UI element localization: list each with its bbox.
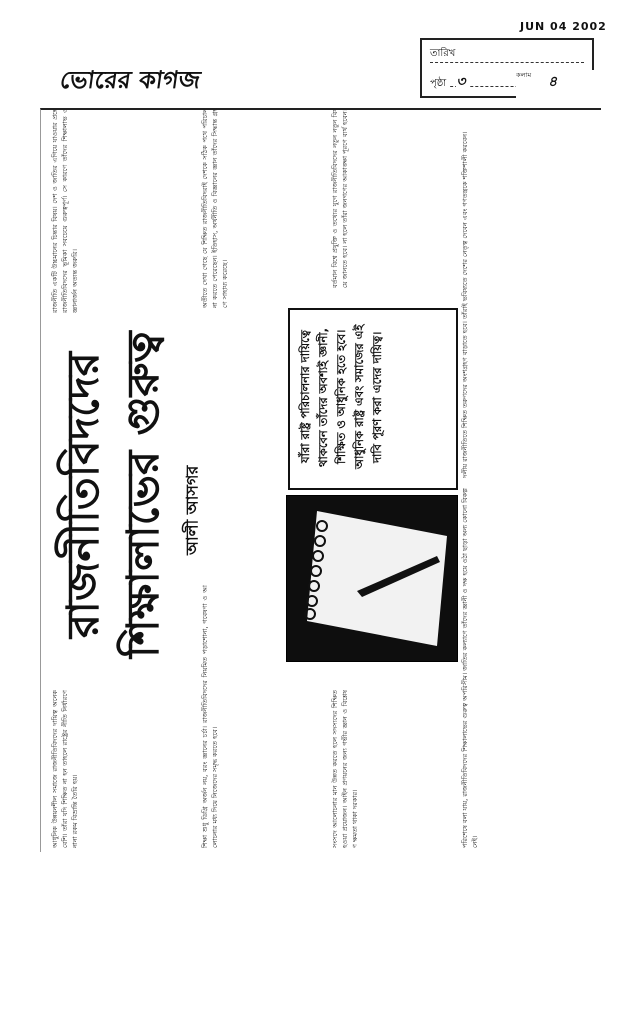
- reference-column-label: কলাম: [516, 70, 634, 810]
- clipping-reference-box: [420, 38, 594, 98]
- notebook-pen-photo: [286, 495, 458, 662]
- reference-page-row: [430, 70, 584, 90]
- pull-quote-text: যাঁরা রাষ্ট্র পরিচালনার দায়িত্বে থাকবেন তাঁদের অবশ্যই জ্ঞানী, শিক্ষিত ও আধুনিক হতে হবে। আধুনিক রাষ্ট্র এবং সমাজের এই দাবি পূরণ করা এদের দায়িত্ব।: [298, 324, 384, 470]
- body-column: আধুনিক উন্নয়নশীল সমাজে রাজনীতিবিদদের দায়িত্ব অনেক বেশি। তাঁরা যদি শিক্ষিত না হন তাহলে রাষ্ট্রের নীতি নির্ধারণে নানা রকম বিভ্রান্তি তৈরি হয়।: [51, 690, 79, 848]
- body-column: অতীতে দেখা গেছে যে শিক্ষিত রাজনীতিবিদরাই দেশকে সঠিক পথে পরিচালনা করতে পেরেছেন। ইতিহাস, অর্থনীতি ও বিজ্ঞানের জ্ঞান তাঁদের সিদ্ধান্ত গ্রহণে সাহায্য করেছে।: [201, 108, 229, 308]
- received-date-stamp: JUN 04 2002: [520, 20, 607, 33]
- body-column: রাজনীতি একটি উচ্চমানের চিন্তার বিষয়। দেশ ও জাতির এগিয়ে যাওয়ার প্রশ্নে রাজনীতিবিদদের ভূমিকা সবচেয়ে গুরুত্বপূর্ণ। সে কারণে তাঁদের শিক্ষালাভ ও জ্ঞানার্জন অত্যন্ত জরুরি।: [51, 108, 79, 313]
- body-column: সংসদে আলোচনার মান উন্নত করতে হলে সদস্যদের শিক্ষিত হওয়া প্রয়োজন। আইন প্রণয়নের জন্য গভীর জ্ঞান ও বিশ্লেষণ ক্ষমতা থাকা দরকার।: [331, 690, 359, 848]
- pull-quote-box: [288, 308, 458, 490]
- reference-date-row: [430, 46, 584, 63]
- body-column: শিক্ষা শুধু ডিগ্রি অর্জন নয়, বরং জ্ঞানের চর্চা। রাজনীতিবিদদের নিয়মিত পড়াশোনা, গবেষণা ও আলোচনার মধ্য দিয়ে নিজেদের সমৃদ্ধ করতে হবে।: [201, 585, 219, 848]
- article-byline: আলী আসগর: [182, 465, 202, 555]
- body-column: বর্তমান বিশ্বে প্রযুক্তি ও তথ্যের যুগে রাজনীতিবিদদের নতুন নতুন বিষয়ে জানতে হবে। না হলে তাঁরা জনগণের আকাঙ্ক্ষা পূরণে ব্যর্থ হবেন।: [331, 108, 349, 288]
- reference-page-value: ৩: [456, 74, 469, 90]
- notebook-illustration: [287, 496, 457, 661]
- body-column: দলীয় রাজনীতিতে শিক্ষিত তরুণদের অংশগ্রহণ বাড়াতে হবে। তাঁরাই ভবিষ্যতে দেশের নেতৃত্ব দেবেন এবং গণতন্ত্রকে শক্তিশালী করবেন।: [461, 131, 469, 478]
- reference-date-label: তারিখ: [430, 48, 459, 59]
- newspaper-masthead: ভোরের কাগজ: [58, 65, 203, 94]
- article-headline: রাজনীতিবিদদের শিক্ষালাভের গুরুত্ব: [58, 331, 169, 659]
- body-column: পরিশেষে বলা যায়, রাজনীতিবিদদের শিক্ষালাভের গুরুত্ব অপরিসীম। জাতির কল্যাণে তাঁদের জ্ঞানী ও দক্ষ হয়ে ওঠা ছাড়া অন্য কোনো বিকল্প নেই।: [461, 488, 479, 848]
- reference-page-label: পৃষ্ঠা: [430, 78, 450, 89]
- reference-column-value: ৪: [548, 70, 561, 94]
